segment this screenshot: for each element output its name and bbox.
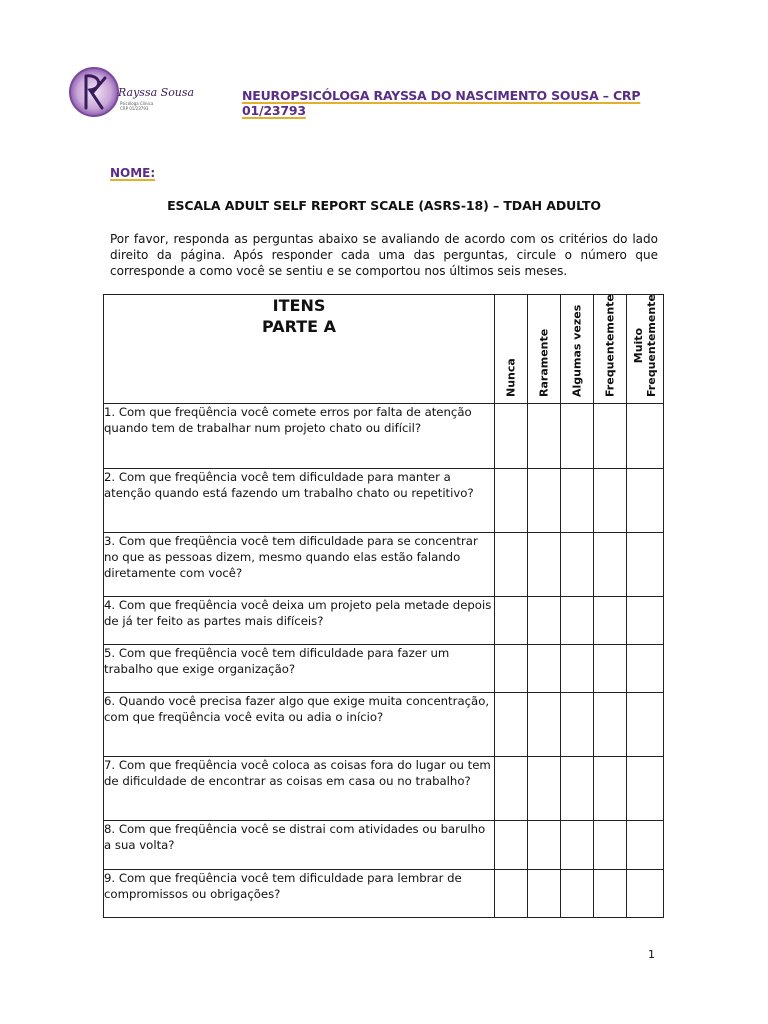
answer-cell-raramente[interactable] xyxy=(528,533,561,597)
answer-cell-frequentemente[interactable] xyxy=(594,469,627,533)
psychologist-header-title: NEUROPSICÓLOGA RAYSSA DO NASCIMENTO SOUSA – CRP 01/23793 xyxy=(242,88,641,118)
question-text: 3. Com que freqüência você tem dificuldade para se concentrar no que as pessoas dizem, mesmo quando elas estão falando diretamente com você? xyxy=(104,533,495,597)
answer-cell-muito-frequentemente[interactable] xyxy=(627,469,664,533)
question-text: 7. Com que freqüência você coloca as coisas fora do lugar ou tem de dificuldade de encontrar as coisas em casa ou no trabalho? xyxy=(104,757,495,821)
option-label-nunca: Nunca xyxy=(504,358,518,397)
answer-cell-muito-frequentemente[interactable] xyxy=(627,757,664,821)
option-label-muito-line2: Frequentemente xyxy=(645,294,658,397)
answer-cell-raramente[interactable] xyxy=(528,404,561,469)
items-heading-cell xyxy=(104,295,495,404)
question-text: 2. Com que freqüência você tem dificuldade para manter a atenção quando está fazendo um trabalho chato ou repetitivo? xyxy=(104,469,495,533)
answer-cell-nunca[interactable] xyxy=(495,645,528,693)
answer-cell-muito-frequentemente[interactable] xyxy=(627,533,664,597)
option-header-frequentemente xyxy=(594,295,627,404)
answer-cell-nunca[interactable] xyxy=(495,870,528,918)
answer-cell-nunca[interactable] xyxy=(495,404,528,469)
answer-cell-frequentemente[interactable] xyxy=(594,870,627,918)
question-row xyxy=(104,533,664,597)
answer-cell-frequentemente[interactable] xyxy=(594,597,627,645)
svg-text:CRP 01/23793: CRP 01/23793 xyxy=(120,106,149,111)
answer-cell-frequentemente[interactable] xyxy=(594,533,627,597)
answer-cell-nunca[interactable] xyxy=(495,757,528,821)
option-header-muito-frequentemente xyxy=(627,295,664,404)
answer-cell-frequentemente[interactable] xyxy=(594,404,627,469)
answer-cell-raramente[interactable] xyxy=(528,757,561,821)
logo-emblem-icon xyxy=(60,52,195,134)
answer-cell-algumas-vezes[interactable] xyxy=(561,597,594,645)
question-row xyxy=(104,469,664,533)
question-row xyxy=(104,757,664,821)
answer-cell-raramente[interactable] xyxy=(528,645,561,693)
answer-cell-algumas-vezes[interactable] xyxy=(561,693,594,757)
answer-cell-raramente[interactable] xyxy=(528,693,561,757)
option-label-muito-frequentemente xyxy=(632,294,658,397)
part-a-heading: PARTE A xyxy=(261,317,337,336)
svg-text:Psicóloga Clínica: Psicóloga Clínica xyxy=(120,101,154,106)
answer-cell-raramente[interactable] xyxy=(528,821,561,870)
question-text: 8. Com que freqüência você se distrai com atividades ou barulho a sua volta? xyxy=(104,821,495,870)
answer-cell-frequentemente[interactable] xyxy=(594,821,627,870)
option-header-raramente xyxy=(528,295,561,404)
answer-cell-muito-frequentemente[interactable] xyxy=(627,645,664,693)
answer-cell-frequentemente[interactable] xyxy=(594,645,627,693)
answer-cell-algumas-vezes[interactable] xyxy=(561,757,594,821)
answer-cell-muito-frequentemente[interactable] xyxy=(627,404,664,469)
question-row xyxy=(104,645,664,693)
question-row xyxy=(104,870,664,918)
option-label-algumas-vezes: Algumas vezes xyxy=(570,304,584,397)
answer-cell-algumas-vezes[interactable] xyxy=(561,821,594,870)
question-row xyxy=(104,404,664,469)
answer-cell-muito-frequentemente[interactable] xyxy=(627,597,664,645)
table-header-row xyxy=(104,295,664,404)
answer-cell-algumas-vezes[interactable] xyxy=(561,469,594,533)
answer-cell-algumas-vezes[interactable] xyxy=(561,870,594,918)
question-text: 6. Quando você precisa fazer algo que exige muita concentração, com que freqüência você evita ou adia o início? xyxy=(104,693,495,757)
page-number: 1 xyxy=(648,948,655,961)
answer-cell-raramente[interactable] xyxy=(528,469,561,533)
scale-title: ESCALA ADULT SELF REPORT SCALE (ASRS-18) – TDAH ADULTO xyxy=(167,198,601,213)
answer-cell-nunca[interactable] xyxy=(495,469,528,533)
answer-cell-muito-frequentemente[interactable] xyxy=(627,821,664,870)
answer-cell-frequentemente[interactable] xyxy=(594,693,627,757)
answer-cell-algumas-vezes[interactable] xyxy=(561,404,594,469)
answer-cell-algumas-vezes[interactable] xyxy=(561,533,594,597)
answer-cell-muito-frequentemente[interactable] xyxy=(627,870,664,918)
answer-cell-raramente[interactable] xyxy=(528,870,561,918)
items-heading: ITENS xyxy=(272,296,326,315)
question-row xyxy=(104,693,664,757)
question-row xyxy=(104,821,664,870)
answer-cell-frequentemente[interactable] xyxy=(594,757,627,821)
psychologist-logo xyxy=(60,52,195,134)
question-text: 9. Com que freqüência você tem dificuldade para lembrar de compromissos ou obrigações? xyxy=(104,870,495,918)
answer-cell-nunca[interactable] xyxy=(495,597,528,645)
question-text: 1. Com que freqüência você comete erros por falta de atenção quando tem de trabalhar num projeto chato ou difícil? xyxy=(104,404,495,469)
question-text: 5. Com que freqüência você tem dificuldade para fazer um trabalho que exige organização? xyxy=(104,645,495,693)
option-label-frequentemente: Frequentemente xyxy=(603,294,617,397)
answer-cell-muito-frequentemente[interactable] xyxy=(627,693,664,757)
answer-cell-nunca[interactable] xyxy=(495,693,528,757)
question-row xyxy=(104,597,664,645)
option-header-nunca xyxy=(495,295,528,404)
asrs-questionnaire-table xyxy=(103,294,664,918)
answer-cell-algumas-vezes[interactable] xyxy=(561,645,594,693)
option-label-muito-line1: Muito xyxy=(632,327,645,364)
svg-text:Rayssa Sousa: Rayssa Sousa xyxy=(118,86,195,99)
answer-cell-nunca[interactable] xyxy=(495,533,528,597)
option-header-algumas-vezes xyxy=(561,295,594,404)
answer-cell-raramente[interactable] xyxy=(528,597,561,645)
name-field-label: NOME: xyxy=(110,166,156,180)
answer-cell-nunca[interactable] xyxy=(495,821,528,870)
instructions-paragraph: Por favor, responda as perguntas abaixo se avaliando de acordo com os critérios do lado direito da página. Após responder cada uma das perguntas, circule o número que corresponde a como você se sentiu e se comportou nos últimos seis meses. xyxy=(110,232,658,278)
question-text: 4. Com que freqüência você deixa um projeto pela metade depois de já ter feito as partes mais difíceis? xyxy=(104,597,495,645)
option-label-raramente: Raramente xyxy=(537,328,551,397)
